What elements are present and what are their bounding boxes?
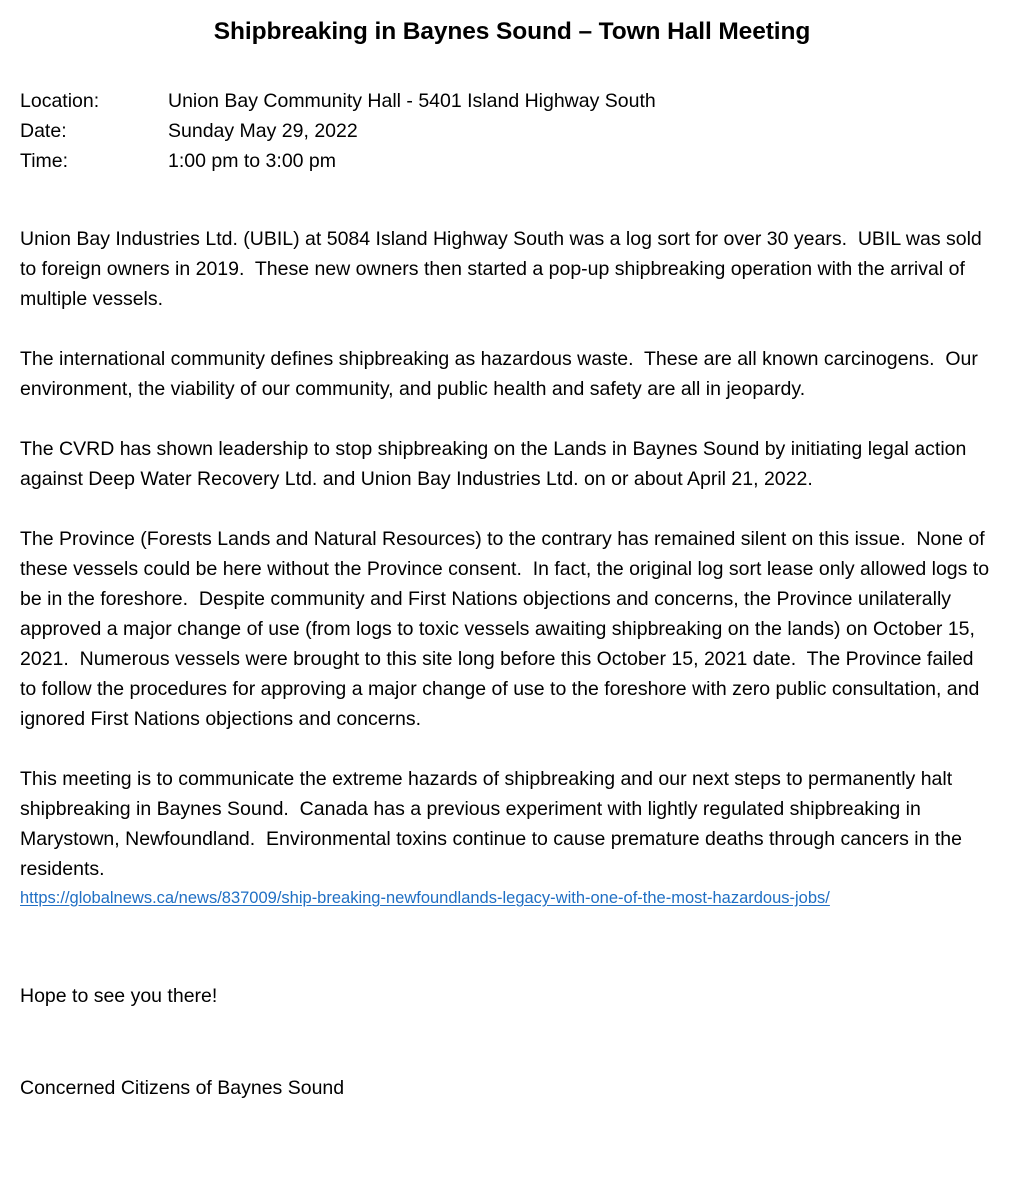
- paragraph-background: Union Bay Industries Ltd. (UBIL) at 5084 Island Highway South was a log sort for over 30 years. UBIL was sold to foreign owners in 2019. These new owners then started a pop-up shipbreaking operation with the arrival of multiple vessels.: [20, 228, 988, 310]
- paragraph-meeting-purpose: This meeting is to communicate the extreme hazards of shipbreaking and our next steps to permanently halt shipbreaking in Baynes Sound. Canada has a previous experiment with lightly regulated shipbreaking in Marystown, Newfoundland. Environmental toxins continue to cause premature deaths through cancers in the residents.: [20, 768, 968, 880]
- meeting-details: [20, 86, 1004, 176]
- reference-link-line: [20, 884, 1004, 911]
- paragraph-hazardous-waste: The international community defines shipbreaking as hazardous waste. These are all known carcinogens. Our environment, the viability of our community, and public health and safety are all in jeopardy.: [20, 348, 984, 400]
- detail-row-date: [20, 116, 1004, 146]
- detail-row-location: [20, 86, 1004, 116]
- signature-line: Concerned Citizens of Baynes Sound: [20, 1077, 345, 1099]
- time-value: 1:00 pm to 3:00 pm: [168, 150, 337, 172]
- date-label: Date:: [20, 120, 67, 142]
- globalnews-article-link[interactable]: https://globalnews.ca/news/837009/ship-breaking-newfoundlands-legacy-with-one-of-the-most-hazardous-jobs/: [20, 889, 830, 907]
- location-value: Union Bay Community Hall - 5401 Island Highway South: [168, 90, 656, 112]
- page-title: Shipbreaking in Baynes Sound – Town Hall Meeting: [213, 18, 811, 45]
- time-label: Time:: [20, 150, 69, 172]
- body-copy: [20, 224, 1004, 911]
- paragraph-province-response: The Province (Forests Lands and Natural Resources) to the contrary has remained silent on this issue. None of these vessels could be here without the Province consent. In fact, the original log sort lease only allowed logs to be in the foreshore. Despite community and First Nations objections and concerns, the Province unilaterally approved a major change of use (from logs to toxic vessels awaiting shipbreaking on the lands) on October 15, 2021. Numerous vessels were brought to this site long before this October 15, 2021 date. The Province failed to follow the procedures for approving a major change of use to the foreshore with zero public consultation, and ignored First Nations objections and concerns.: [20, 528, 995, 730]
- location-label: Location:: [20, 90, 100, 112]
- paragraph-cvrd-legal-action: The CVRD has shown leadership to stop shipbreaking on the Lands in Baynes Sound by initiating legal action against Deep Water Recovery Ltd. and Union Bay Industries Ltd. on or about April 21, 2022.: [20, 438, 972, 490]
- date-value: Sunday May 29, 2022: [168, 120, 358, 142]
- closing-line: Hope to see you there!: [20, 985, 218, 1007]
- detail-row-time: [20, 146, 1004, 176]
